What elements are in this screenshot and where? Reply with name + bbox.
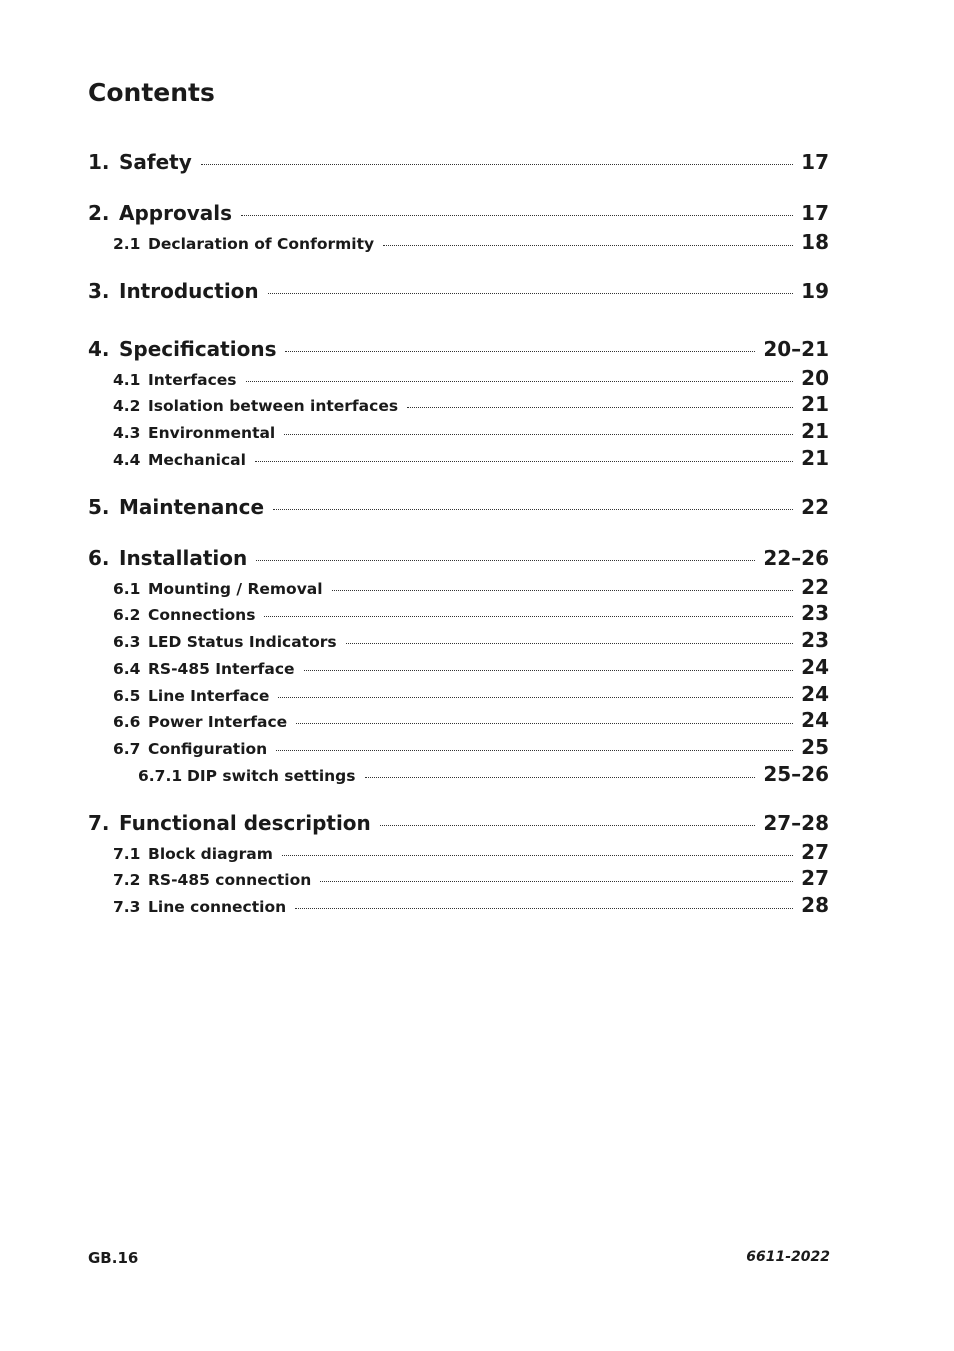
toc-entry-page: 21 — [801, 446, 829, 470]
toc-entry-label: RS-485 Interface — [148, 660, 295, 678]
dot-leader — [295, 908, 793, 909]
toc-entry-page: 25 — [801, 735, 829, 759]
toc-entry-page: 28 — [801, 893, 829, 917]
dot-leader — [296, 723, 793, 724]
toc-entry-page: 20–21 — [763, 337, 829, 361]
toc-entry-label: Approvals — [119, 201, 233, 225]
page-title: Contents — [88, 78, 215, 107]
toc-entry-label: Maintenance — [119, 495, 265, 519]
toc-entry-number: 6.2 — [113, 606, 141, 624]
dot-leader — [380, 825, 756, 826]
dot-leader — [256, 560, 755, 561]
toc-entry-page: 24 — [801, 655, 829, 679]
toc-entry-page: 17 — [801, 150, 829, 174]
toc-entry[interactable] — [88, 150, 829, 174]
toc-entry-page: 18 — [801, 230, 829, 254]
dot-leader — [320, 881, 793, 882]
toc-entry-label: Environmental — [148, 424, 276, 442]
toc-entry-page: 27 — [801, 866, 829, 890]
dot-leader — [273, 509, 793, 510]
toc-entry[interactable] — [113, 840, 829, 864]
toc-entry-number: 4.3 — [113, 424, 141, 442]
toc-entry-number: 2. — [88, 201, 110, 225]
toc-entry-label: Line connection — [148, 898, 287, 916]
dot-leader — [383, 245, 793, 246]
toc-entry-number: 4.4 — [113, 451, 141, 469]
toc-entry[interactable] — [88, 811, 829, 835]
toc-entry-label: Configuration — [148, 740, 268, 758]
toc-entry-number: 4.1 — [113, 371, 141, 389]
toc-entry-page: 23 — [801, 628, 829, 652]
dot-leader — [246, 381, 794, 382]
toc-entry-number: 7.3 — [113, 898, 141, 916]
toc-entry[interactable] — [88, 201, 829, 225]
toc-entry[interactable] — [113, 230, 829, 254]
toc-entry-label: Specifications — [119, 337, 277, 361]
toc-entry[interactable] — [113, 893, 829, 917]
toc-entry-label: Connections — [148, 606, 256, 624]
toc-entry-number: 1. — [88, 150, 110, 174]
toc-entry-label: RS-485 connection — [148, 871, 312, 889]
toc-entry-number: 6.6 — [113, 713, 141, 731]
toc-entry[interactable] — [138, 762, 829, 786]
toc-entry-page: 17 — [801, 201, 829, 225]
toc-entry-label: Safety — [119, 150, 192, 174]
toc-entry[interactable] — [113, 655, 829, 679]
footer-page-number: GB.16 — [88, 1249, 139, 1267]
toc-entry-label: Installation — [119, 546, 248, 570]
toc-entry-label: Mechanical — [148, 451, 246, 469]
toc-entry-number: 6.5 — [113, 687, 141, 705]
toc-entry[interactable] — [113, 735, 829, 759]
toc-entry-label: Block diagram — [148, 845, 273, 863]
toc-entry-page: 23 — [801, 601, 829, 625]
toc-entry[interactable] — [113, 446, 829, 470]
toc-entry[interactable] — [113, 575, 829, 599]
toc-entry-number: 4. — [88, 337, 110, 361]
dot-leader — [304, 670, 794, 671]
toc-entry-number: 6.7.1 — [138, 767, 183, 785]
toc-entry-label: Isolation between interfaces — [148, 397, 399, 415]
toc-entry-label: LED Status Indicators — [148, 633, 337, 651]
toc-entry-page: 27–28 — [763, 811, 829, 835]
toc-entry-page: 25–26 — [763, 762, 829, 786]
toc-entry-number: 6.7 — [113, 740, 141, 758]
toc-entry-page: 24 — [801, 682, 829, 706]
toc-entry-number: 2.1 — [113, 235, 141, 253]
toc-entry-number: 7.2 — [113, 871, 141, 889]
toc-entry-page: 24 — [801, 708, 829, 732]
dot-leader — [201, 164, 793, 165]
toc-entry[interactable] — [113, 419, 829, 443]
dot-leader — [285, 351, 755, 352]
toc-entry[interactable] — [113, 708, 829, 732]
dot-leader — [278, 697, 793, 698]
dot-leader — [276, 750, 793, 751]
toc-entry-label: Mounting / Removal — [148, 580, 323, 598]
dot-leader — [264, 616, 793, 617]
toc-entry-number: 7.1 — [113, 845, 141, 863]
toc-entry-number: 6. — [88, 546, 110, 570]
toc-entry[interactable] — [113, 392, 829, 416]
toc-entry-label: Introduction — [119, 279, 259, 303]
toc-entry-page: 21 — [801, 392, 829, 416]
toc-entry[interactable] — [113, 866, 829, 890]
toc-entry[interactable] — [88, 337, 829, 361]
toc-entry[interactable] — [88, 279, 829, 303]
toc-entry-page: 21 — [801, 419, 829, 443]
dot-leader — [346, 643, 794, 644]
toc-entry-page: 22 — [801, 495, 829, 519]
toc-entry-page: 19 — [801, 279, 829, 303]
footer-document-code: 6611-2022 — [746, 1249, 830, 1265]
toc-entry-page: 22–26 — [763, 546, 829, 570]
toc-entry-label: DIP switch settings — [187, 767, 356, 785]
toc-entry-number: 6.4 — [113, 660, 141, 678]
toc-entry-number: 7. — [88, 811, 110, 835]
toc-entry-number: 6.1 — [113, 580, 141, 598]
toc-entry-number: 6.3 — [113, 633, 141, 651]
toc-entry[interactable] — [113, 366, 829, 390]
dot-leader — [255, 461, 793, 462]
dot-leader — [268, 293, 794, 294]
dot-leader — [241, 215, 793, 216]
dot-leader — [332, 590, 794, 591]
toc-entry[interactable] — [88, 495, 829, 519]
dot-leader — [284, 434, 793, 435]
dot-leader — [282, 855, 793, 856]
toc-entry-number: 5. — [88, 495, 110, 519]
dot-leader — [365, 777, 756, 778]
toc-entry-number: 4.2 — [113, 397, 141, 415]
toc-entry[interactable] — [113, 628, 829, 652]
toc-entry-label: Interfaces — [148, 371, 237, 389]
toc-entry-label: Line Interface — [148, 687, 270, 705]
toc-entry-label: Functional description — [119, 811, 371, 835]
toc-entry-page: 27 — [801, 840, 829, 864]
toc-entry-label: Declaration of Conformity — [148, 235, 375, 253]
toc-entry-label: Power Interface — [148, 713, 288, 731]
toc-entry[interactable] — [113, 682, 829, 706]
dot-leader — [407, 407, 793, 408]
toc-entry[interactable] — [88, 546, 829, 570]
toc-entry-page: 22 — [801, 575, 829, 599]
toc-entry-number: 3. — [88, 279, 110, 303]
toc-entry-page: 20 — [801, 366, 829, 390]
toc-entry[interactable] — [113, 601, 829, 625]
